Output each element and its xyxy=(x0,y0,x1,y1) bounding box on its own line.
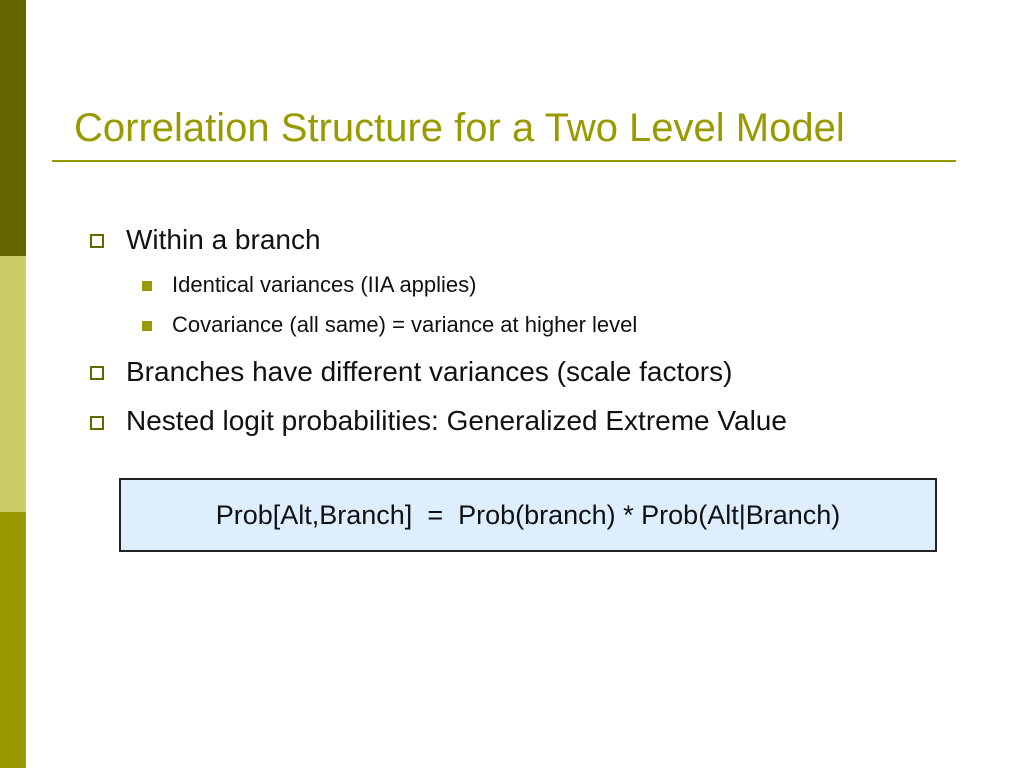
formula-text: Prob[Alt,Branch] = Prob(branch) * Prob(Alt|Branch) xyxy=(215,499,841,530)
sub-bullet-text: Identical variances (IIA applies) xyxy=(172,272,477,297)
bullet-text: Within a branch xyxy=(126,224,321,255)
side-bar-middle xyxy=(0,256,26,512)
slide-title: Correlation Structure for a Two Level Model xyxy=(74,106,845,150)
bullet-text: Branches have different variances (scale factors) xyxy=(126,356,733,387)
hollow-square-bullet-icon xyxy=(90,416,104,430)
hollow-square-bullet-icon xyxy=(90,234,104,248)
hollow-square-bullet-icon xyxy=(90,366,104,380)
side-bar-bottom xyxy=(0,512,26,768)
side-bar-top xyxy=(0,0,26,256)
bullet-text: Nested logit probabilities: Generalized Extreme Value xyxy=(126,405,787,436)
square-bullet-icon xyxy=(142,321,152,331)
formula-box xyxy=(119,478,937,552)
sub-bullet-text: Covariance (all same) = variance at higher level xyxy=(172,312,638,337)
square-bullet-icon xyxy=(142,281,152,291)
title-underline xyxy=(52,160,956,162)
